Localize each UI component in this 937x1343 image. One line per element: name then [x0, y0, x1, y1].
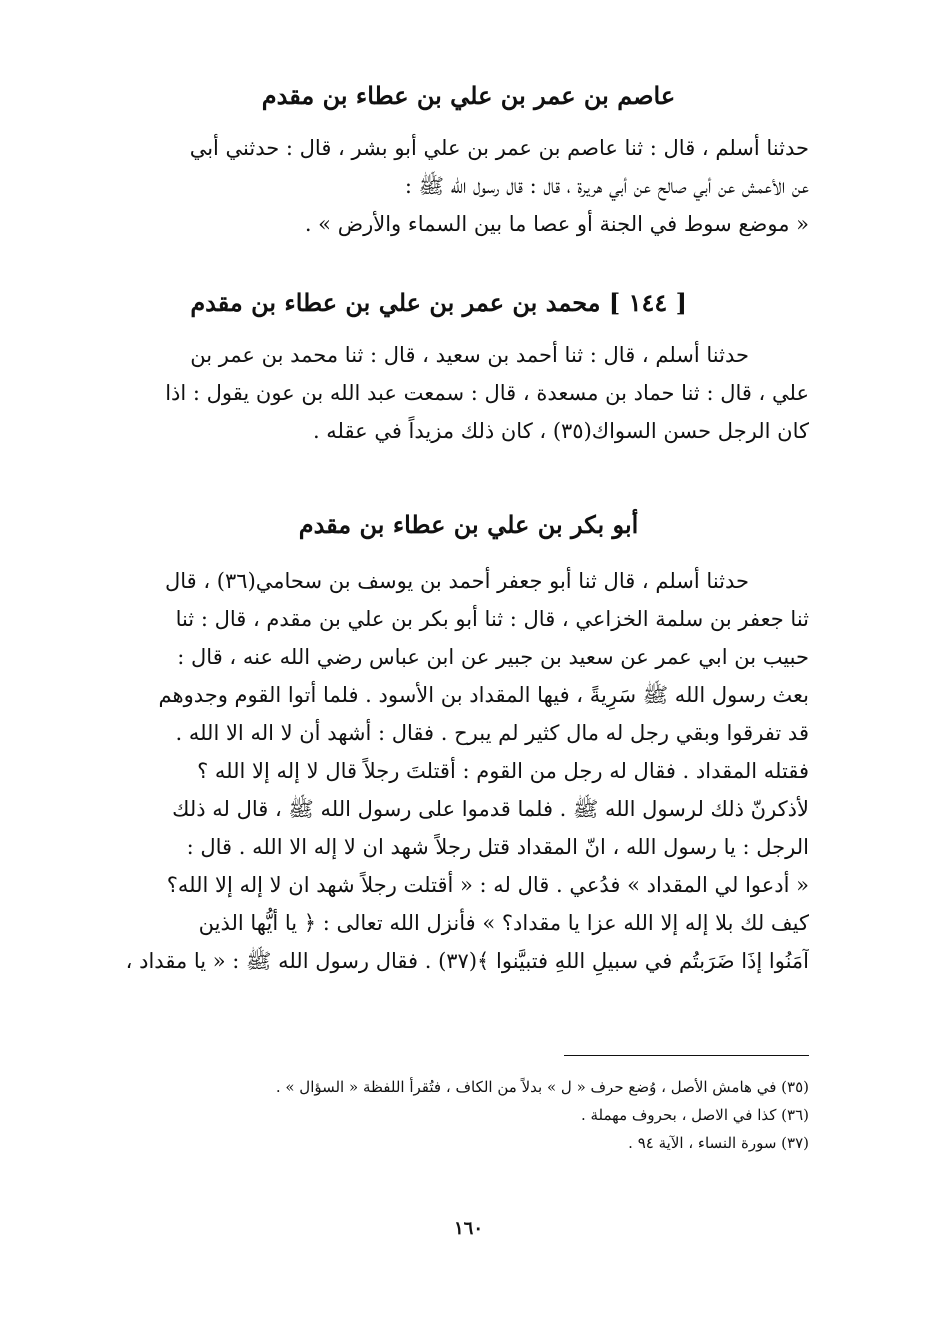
text-line: قد تفرقوا وبقي رجل له مال كثير لم يبرح . فقال : أشهد أن لا اله الا الله . — [175, 721, 809, 745]
text-line: ثنا جعفر بن سلمة الخزاعي ، قال : ثنا أبو بكر بن علي بن مقدم ، قال : ثنا — [175, 607, 809, 631]
text-line: فقتله المقداد . فقال له رجل من القوم : أقتلتَ رجلاً قال لا إله إلا الله ؟ — [197, 759, 809, 783]
text-line: حدثنا أسلم ، قال : ثنا أحمد بن سعيد ، قال : ثنا محمد بن عمر بن — [190, 343, 749, 367]
paragraph-muhammad — [118, 336, 809, 450]
text-line: حدثنا أسلم ، قال : ثنا عاصم بن عمر بن علي أبو بشر ، قال : حدثني أبي — [189, 136, 809, 160]
section-heading-muhammad: [ ١٤٤ ] محمد بن عمر بن علي بن عطاء بن مقدم — [190, 288, 687, 317]
footnote-35: (٣٥) في هامش الأصل ، وُضع حرف « ل » بدلاً من الكاف ، فتُقرأ اللفظة « السؤال » . — [275, 1078, 809, 1096]
text-line: « موضع سوط في الجنة أو عصا ما بين السماء والأرض » . — [304, 212, 809, 236]
paragraph-abu-bakr — [118, 562, 809, 980]
text-line: عن الأعمش عن أبي صالح عن أبي هريرة ، قال : قال رسول الله ﷺ : — [404, 174, 809, 198]
footnote-divider — [564, 1055, 809, 1056]
text-line: آمَنُوا إذَا ضَرَبتُم في سبيلِ اللهِ فتبيَّنوا ﴾(٣٧) . فقال رسول الله ﷺ : « يا مقداد ، — [125, 949, 809, 973]
section-heading-abu-bakr: أبو بكر بن علي بن عطاء بن مقدم — [298, 510, 639, 539]
text-line: « أدعوا لي المقداد » فدُعي . قال له : « أقتلت رجلاً شهد ان لا إله إلا الله؟ — [166, 873, 809, 897]
text-line: حبيب بن ابي عمر عن سعيد بن جبير عن ابن عباس رضي الله عنه ، قال : — [177, 645, 809, 669]
text-line: حدثنا أسلم ، قال ثنا أبو جعفر أحمد بن يوسف بن سحامي(٣٦) ، قال — [164, 569, 749, 593]
text-line: لأذكرنّ ذلك لرسول الله ﷺ . فلما قدموا على رسول الله ﷺ ، قال له ذلك — [172, 797, 809, 821]
page-number: ١٦٠ — [453, 1218, 483, 1239]
text-line: بعث رسول الله ﷺ سَرِيةً ، فيها المقداد بن الأسود . فلما أتوا القوم وجدوهم — [158, 683, 809, 707]
text-line: كيف لك بلا إله إلا الله عزا يا مقداد؟ » فأنزل الله تعالى : ﴿ يا أيُّها الذين — [198, 911, 809, 935]
section-heading-asim: عاصم بن عمر بن علي بن عطاء بن مقدم — [261, 81, 676, 110]
footnotes — [200, 1073, 809, 1157]
footnote-36: (٣٦) كذا في الاصل ، بحروف مهملة . — [580, 1106, 809, 1124]
paragraph-asim — [118, 129, 809, 243]
text-line: علي ، قال : ثنا حماد بن مسعدة ، قال : سمعت عبد الله بن عون يقول : اذا — [165, 381, 809, 405]
text-line: كان الرجل حسن السواك(٣٥) ، كان ذلك مزيداً في عقله . — [312, 419, 809, 443]
footnote-37: (٣٧) سورة النساء ، الآية ٩٤ . — [628, 1134, 809, 1152]
text-line: الرجل : يا رسول الله ، انّ المقداد قتل رجلاً شهد ان لا إله الا الله . قال : — [186, 835, 809, 859]
